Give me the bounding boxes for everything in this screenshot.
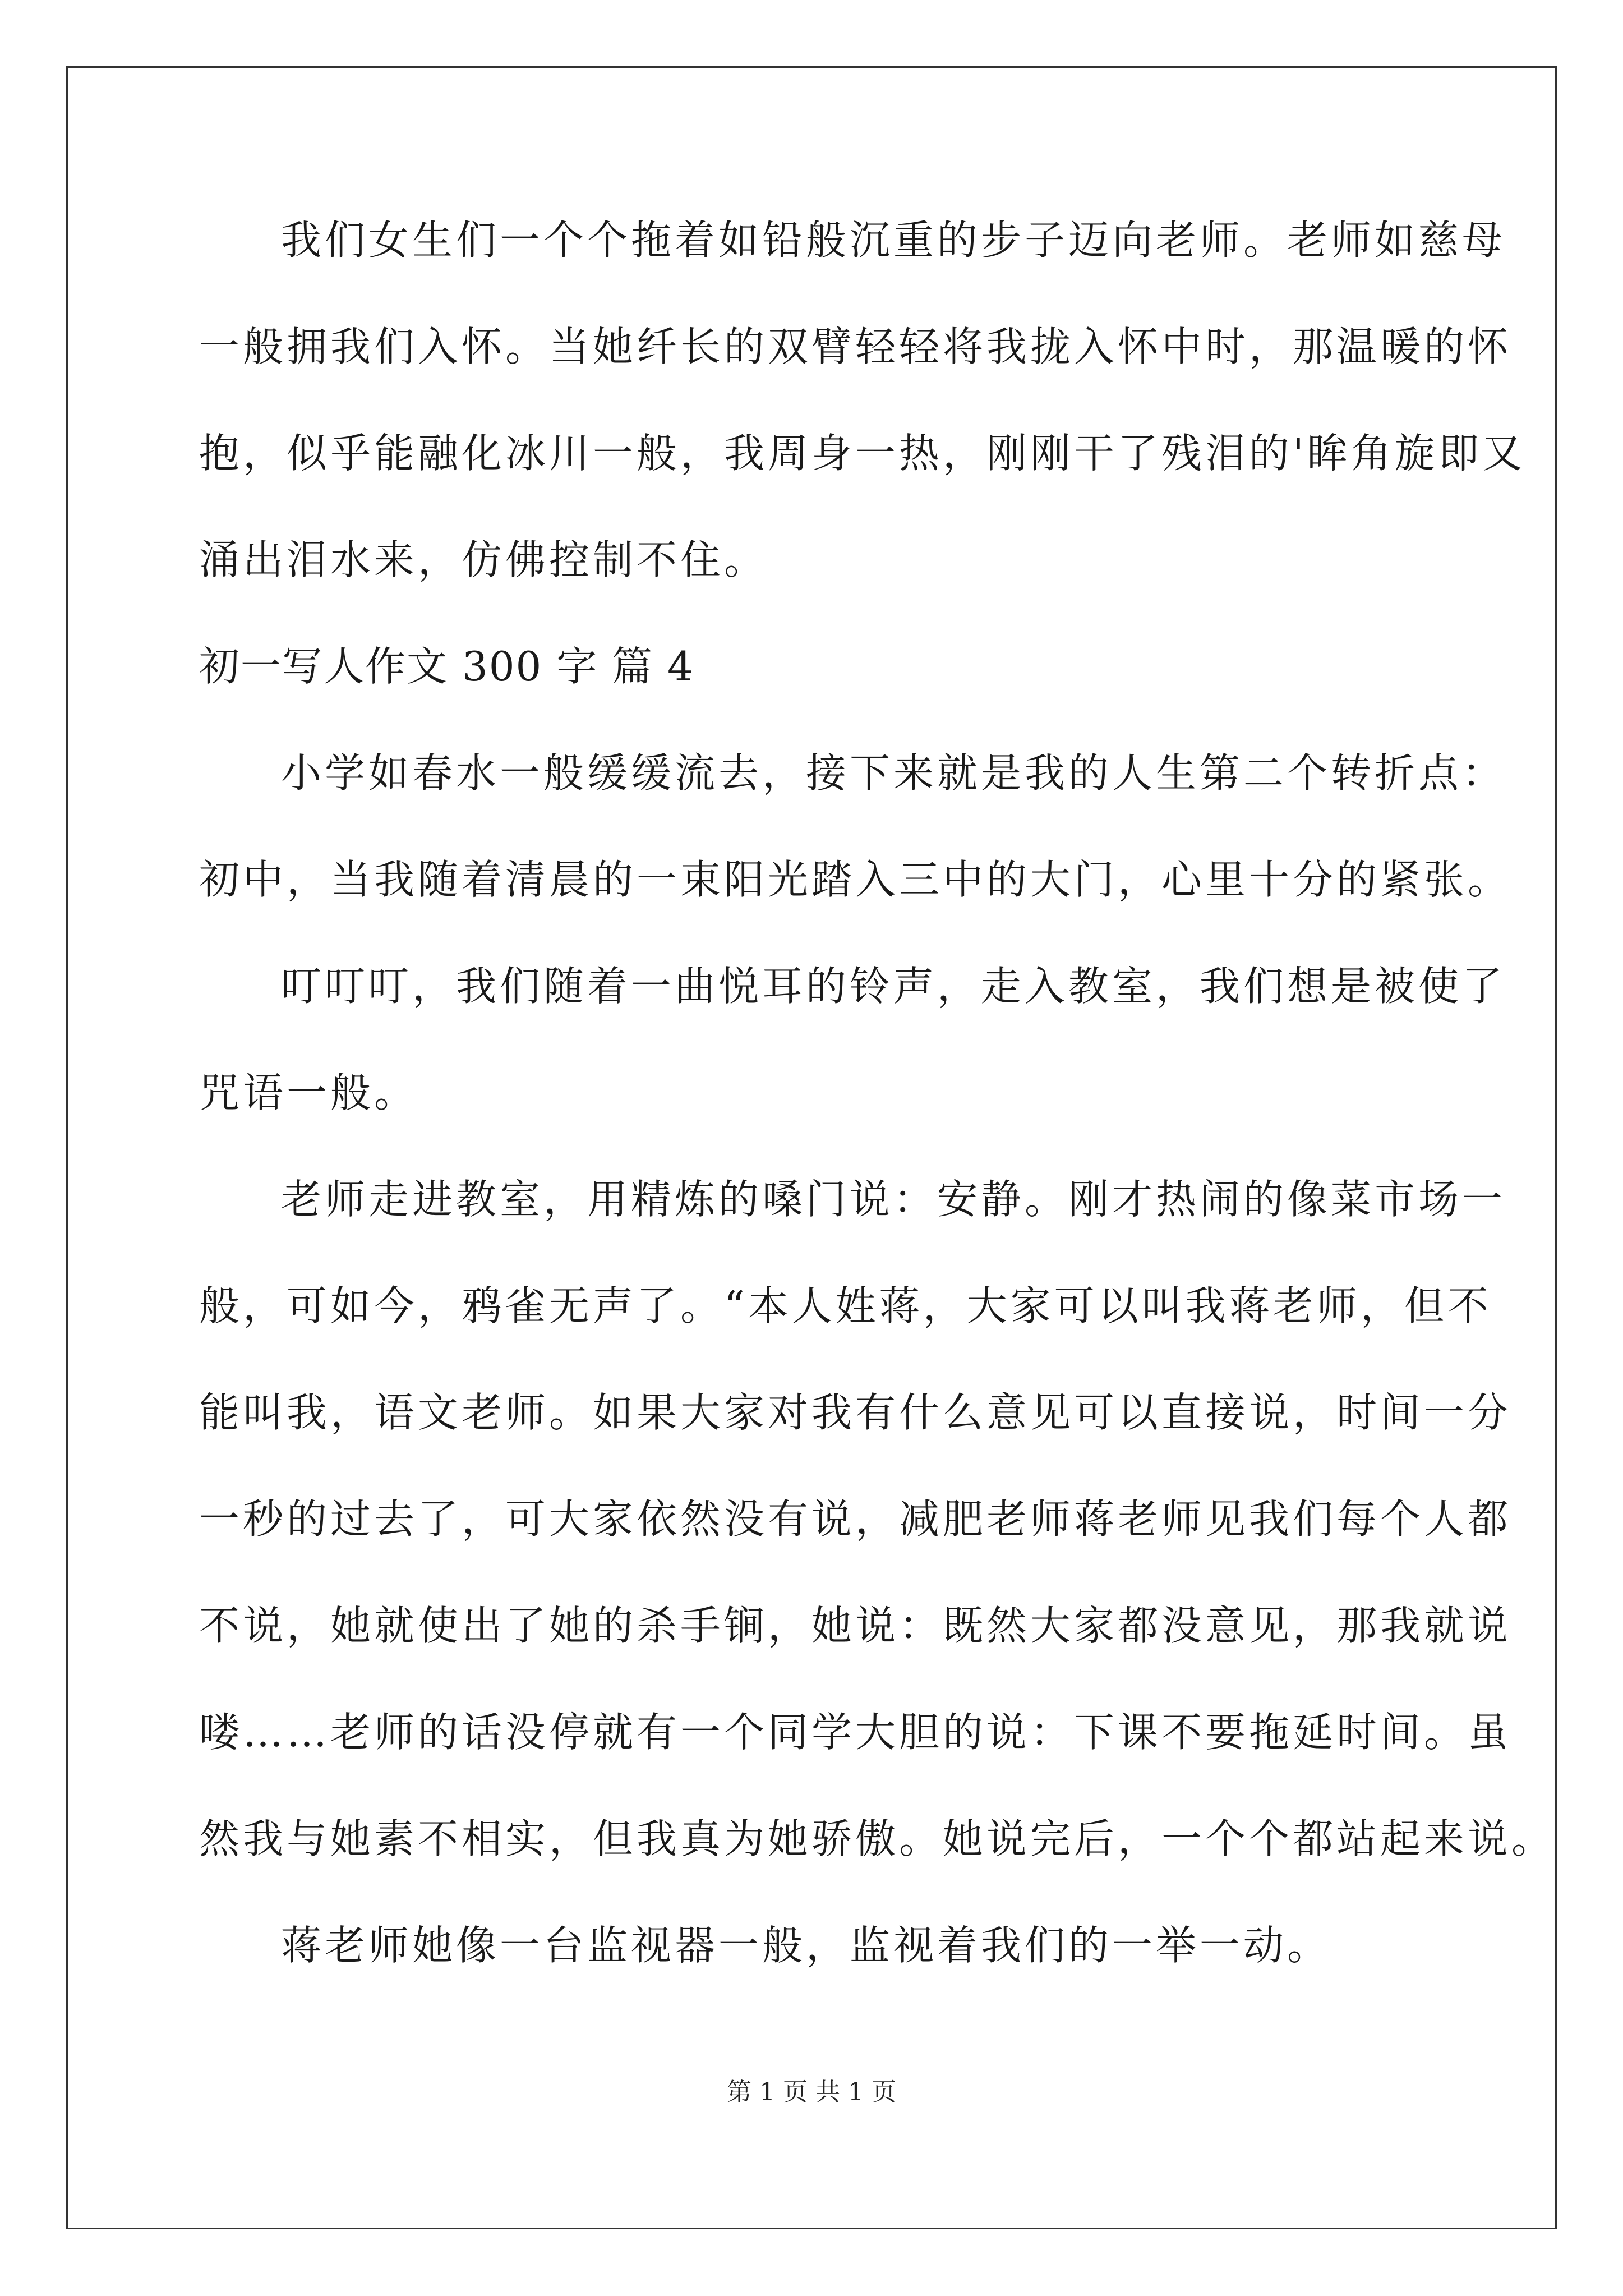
paragraph-line: 然我与她素不相实，但我真为她骄傲。她说完后，一个个都站起来说。 (199, 1815, 1556, 1862)
paragraph-line: 喽……老师的话没停就有一个同学大胆的说：下课不要拖延时间。虽 (199, 1709, 1512, 1756)
paragraph-line: 小学如春水一般缓缓流去，接下来就是我的人生第二个转折点： (281, 749, 1506, 797)
paragraph-line: 蒋老师她像一台监视器一般，监视着我们的一举一动。 (281, 1922, 1331, 1969)
paragraph-line: 不说，她就使出了她的杀手锏，她说：既然大家都没意见，那我就说 (199, 1602, 1512, 1649)
paragraph-line: 一般拥我们入怀。当她纤长的双臂轻轻将我拢入怀中时，那温暖的怀 (199, 323, 1512, 370)
paragraph-line: 抱，似乎能融化冰川一般，我周身一热，刚刚干了残泪的'眸角旋即又 (199, 430, 1526, 477)
document-body (199, 213, 1556, 2025)
paragraph-line: 咒语一般。 (199, 1069, 418, 1116)
paragraph-line: 老师走进教室，用精炼的嗓门说：安静。刚才热闹的像菜市场一 (281, 1176, 1506, 1223)
paragraph-line: 叮叮叮，我们随着一曲悦耳的铃声，走入教室，我们想是被使了 (281, 963, 1506, 1010)
section-heading: 初一写人作文 300 字 篇 4 (199, 643, 694, 690)
paragraph-line: 我们女生们一个个拖着如铅般沉重的步子迈向老师。老师如慈母 (281, 217, 1506, 264)
paragraph-line: 能叫我，语文老师。如果大家对我有什么意见可以直接说，时间一分 (199, 1389, 1512, 1436)
paragraph-line: 涌出泪水来，仿佛控制不住。 (199, 536, 768, 583)
paragraph-line: 一秒的过去了，可大家依然没有说，减肥老师蒋老师见我们每个人都 (199, 1496, 1512, 1543)
paragraph-line: 初中，当我随着清晨的一束阳光踏入三中的大门，心里十分的紧张。 (199, 856, 1512, 903)
page-footer (0, 2076, 1623, 2109)
page-number: 第 1 页 共 1 页 (727, 2078, 896, 2106)
paragraph-line: 般，可如今，鸦雀无声了。“本人姓蒋，大家可以叫我蒋老师，但不 (199, 1282, 1492, 1329)
